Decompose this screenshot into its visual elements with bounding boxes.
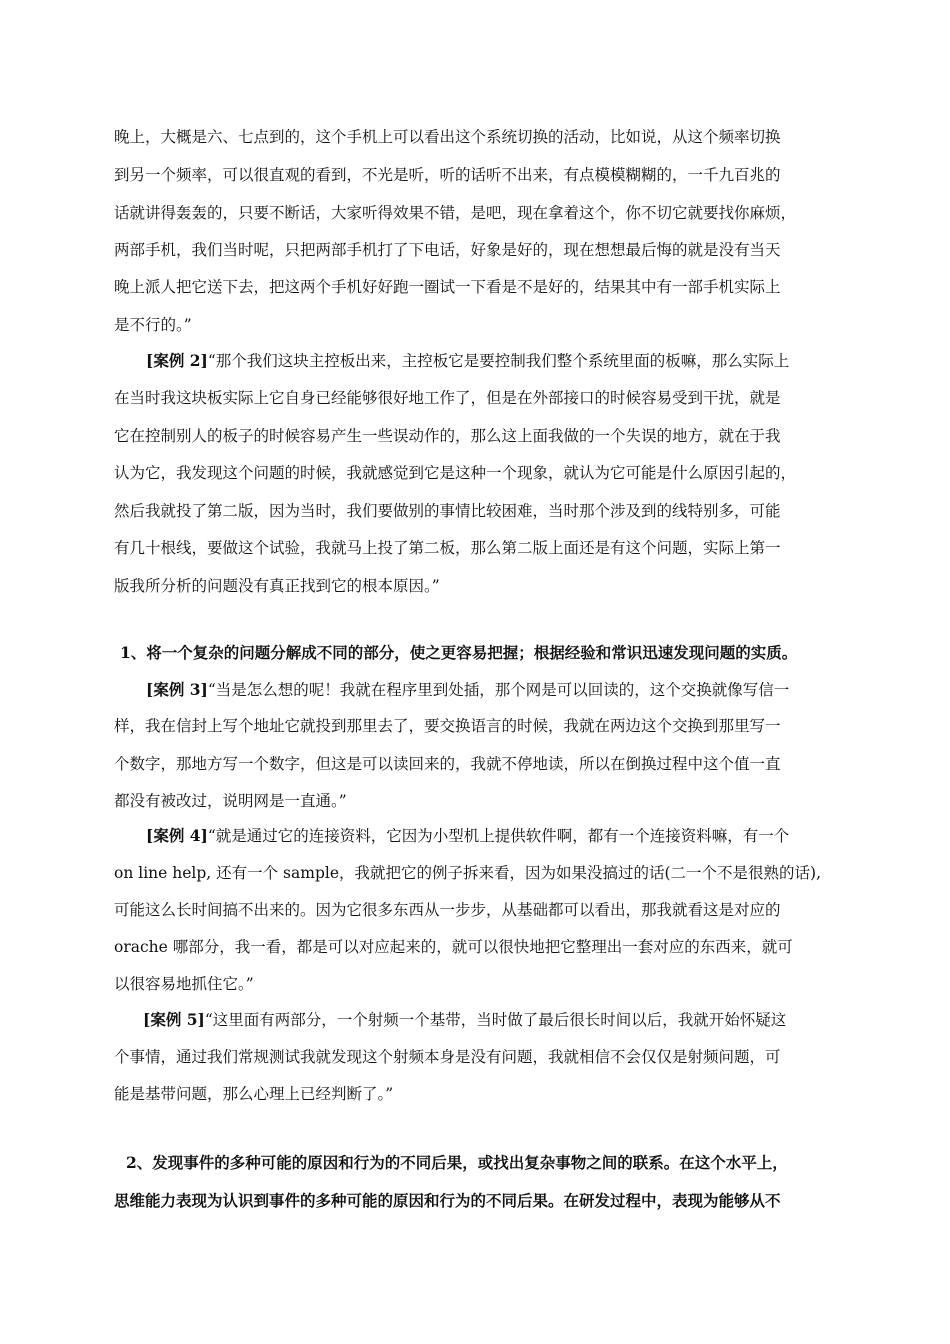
paragraph-line: on line help, 还有一个 sample，我就把它的例子拆来看，因为如果没搞过的话(二一个不是很熟的话),	[114, 864, 822, 882]
paragraph-line: 两部手机，我们当时呢，只把两部手机打了下电话，好象是好的，现在想想最后悔的就是没有当天	[114, 241, 781, 259]
section-heading-1: 1、将一个复杂的问题分解成不同的部分，使之更容易把握；根据经验和常识迅速发现问题的实质。	[120, 643, 798, 662]
paragraph-line: 在当时我这块板实际上它自身已经能够很好地工作了，但是在外部接口的时候容易受到干扰，就是	[114, 389, 781, 407]
paragraph-line: 样，我在信封上写个地址它就投到那里去了，要交换语言的时候，我就在两边这个交换到那里写一	[114, 717, 781, 735]
case-text: “这里面有两部分，一个射频一个基带，当时做了最后很长时间以后，我就开始怀疑这	[204, 1011, 787, 1029]
paragraph-line: 话就讲得轰轰的，只要不断话，大家听得效果不错，是吧，现在拿着这个，你不切它就要找你麻烦，	[114, 204, 797, 222]
paragraph-line: 然后我就投了第二版，因为当时，我们要做别的事情比较困难，当时那个涉及到的线特别多，可能	[114, 502, 781, 520]
case-text: “就是通过它的连接资料，它因为小型机上提供软件啊，都有一个连接资料嘛，有一个	[207, 827, 790, 845]
paragraph-line: 是不行的。”	[114, 316, 192, 334]
section-heading-2-line: 2、发现事件的多种可能的原因和行为的不同后果，或找出复杂事物之间的联系。在这个水平上，	[126, 1153, 788, 1172]
section-heading-2-line: 思维能力表现为认识到事件的多种可能的原因和行为的不同后果。在研发过程中，表现为能够从不	[114, 1191, 781, 1210]
case-text: “当是怎么想的呢！我就在程序里到处插，那个网是可以回读的，这个交换就像写信一	[207, 681, 790, 699]
case-label: [案例 4]	[146, 826, 208, 845]
paragraph-line: 能是基带问题，那么心理上已经判断了。”	[114, 1085, 394, 1103]
case-label: [案例 3]	[146, 680, 208, 699]
paragraph-line: 以很容易地抓住它。”	[114, 975, 254, 993]
case-3-first-line	[146, 680, 886, 700]
case-label: [案例 2]	[146, 351, 208, 370]
case-4-first-line	[146, 826, 886, 846]
paragraph-line: 认为它，我发现这个问题的时候，我就感觉到它是这种一个现象，就认为它可能是什么原因引起的，	[114, 464, 797, 482]
paragraph-line: 可能这么长时间搞不出来的。因为它很多东西从一步步，从基础都可以看出，那我就看这是对应的	[114, 901, 781, 919]
paragraph-line: 晚上派人把它送下去，把这两个手机好好跑一圈试一下看是不是好的，结果其中有一部手机实际上	[114, 278, 781, 296]
paragraph-line: 都没有被改过，说明网是一直通。”	[114, 792, 347, 810]
case-5-first-line	[143, 1010, 883, 1030]
paragraph-line: 版我所分析的问题没有真正找到它的根本原因。”	[114, 577, 440, 595]
case-2-first-line	[146, 351, 886, 371]
case-text: “那个我们这块主控板出来，主控板它是要控制我们整个系统里面的板嘛，那么实际上	[207, 352, 790, 370]
paragraph-line: orache 哪部分，我一看，都是可以对应起来的，就可以很快地把它整理出一套对应的东西来，就可	[114, 938, 793, 956]
paragraph-line: 晚上，大概是六、七点到的，这个手机上可以看出这个系统切换的活动，比如说，从这个频率切换	[114, 128, 781, 146]
paragraph-line: 个数字，那地方写一个数字，但这是可以读回来的，我就不停地读，所以在倒换过程中这个值一直	[114, 755, 781, 773]
paragraph-line: 个事情，通过我们常规测试我就发现这个射频本身是没有问题，我就相信不会仅仅是射频问题，可	[114, 1048, 781, 1066]
paragraph-line: 它在控制别人的板子的时候容易产生一些误动作的，那么这上面我做的一个失误的地方，就在于我	[114, 427, 781, 445]
case-label: [案例 5]	[143, 1010, 205, 1029]
paragraph-line: 到另一个频率，可以很直观的看到，不光是听，听的话听不出来，有点模模糊糊的，一千九百兆的	[114, 166, 781, 184]
paragraph-line: 有几十根线，要做这个试验，我就马上投了第二板，那么第二版上面还是有这个问题，实际上第一	[114, 539, 781, 557]
